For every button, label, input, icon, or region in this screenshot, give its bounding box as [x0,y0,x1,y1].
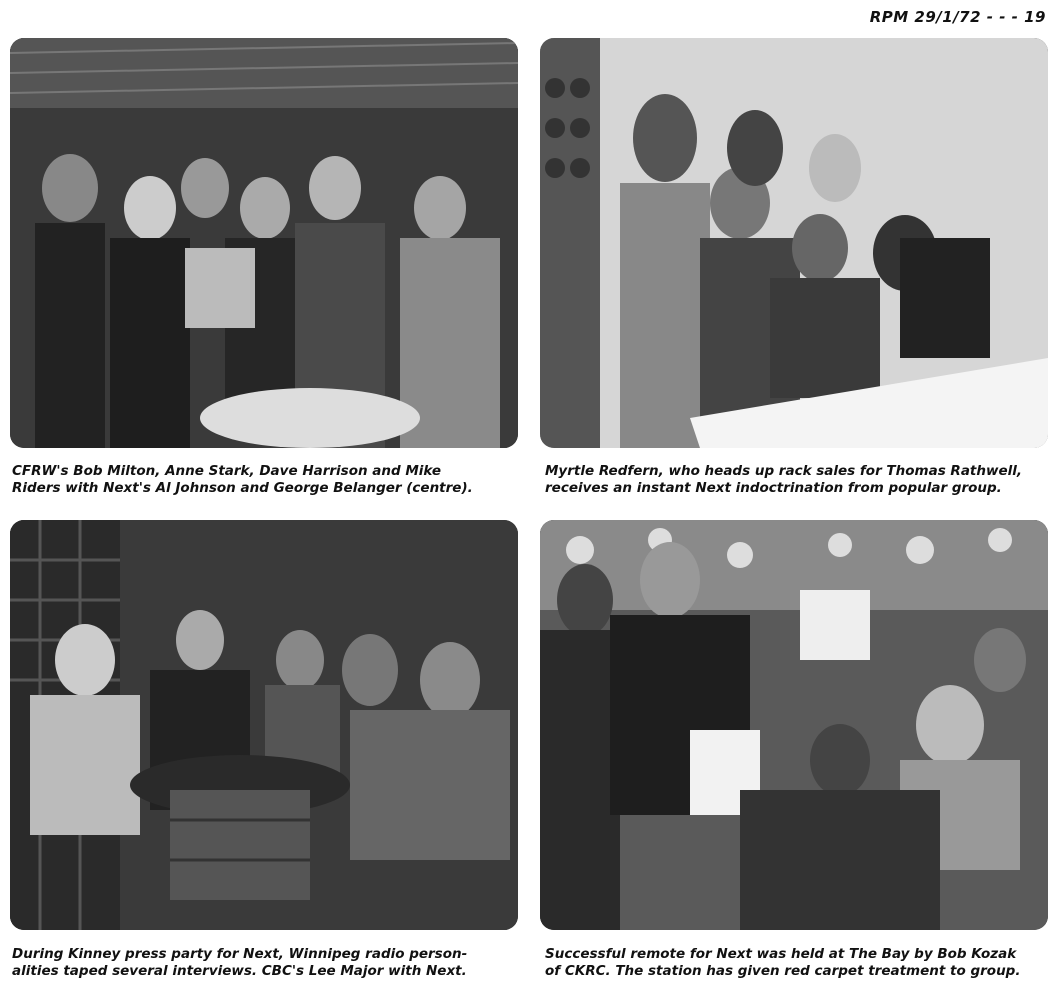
caption-myrtle-redfern [545,463,1050,497]
caption-cfrw-group [12,463,522,497]
caption-remote-at-the-bay [545,946,1050,980]
photo-cfrw-group [10,38,518,448]
photo-myrtle-redfern [540,38,1048,448]
caption-line: Successful remote for Next was held at The Bay by Bob Kozak [545,946,1017,962]
photo-kinney-press-party [10,520,518,930]
caption-line: During Kinney press party for Next, Winnipeg radio person- [12,946,468,962]
caption-line: alities taped several interviews. CBC's Lee Major with Next. [12,963,467,979]
caption-line: receives an instant Next indoctrination from popular group. [545,480,1002,496]
caption-line: Myrtle Redfern, who heads up rack sales for Thomas Rathwell, [545,463,1023,479]
caption-line: CFRW's Bob Milton, Anne Stark, Dave Harrison and Mike [12,463,442,479]
caption-kinney-press-party [12,946,522,980]
caption-line: Riders with Next's Al Johnson and George Belanger (centre). [12,480,473,496]
photo-remote-at-the-bay [540,520,1048,930]
caption-line: of CKRC. The station has given red carpet treatment to group. [545,963,1021,979]
page-folio: RPM 29/1/72 - - - 19 [869,8,1046,26]
